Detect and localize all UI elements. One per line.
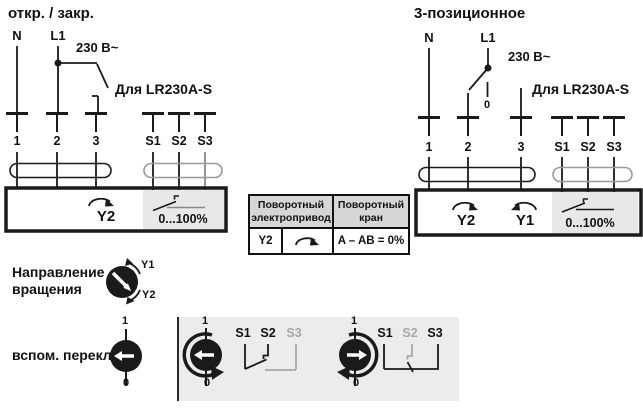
rotation-y2-label: Y2 [142, 289, 156, 301]
terminal-1: 1 [13, 134, 21, 148]
table-cell-valve-value: A – AB = 0% [337, 235, 405, 247]
terminal-s3: S3 [197, 134, 213, 148]
model-note: Для LR230A-S [532, 81, 630, 97]
voltage-label: 230 В~ [508, 49, 551, 64]
l1-label: L1 [50, 28, 66, 43]
y1-label: Y1 [515, 212, 535, 229]
panel2-s2: S2 [402, 326, 418, 340]
rotation-direction-knob-icon [106, 258, 140, 305]
panel2-s1: S1 [377, 326, 393, 340]
right-terminal-bars [418, 116, 625, 119]
panel1-s1: S1 [235, 326, 251, 340]
panel1-pos-0: 0 [203, 377, 211, 389]
terminal-s1: S1 [554, 140, 570, 154]
n-label: N [424, 30, 434, 45]
plug-oval-gray [144, 164, 222, 178]
terminal-2: 2 [464, 140, 472, 154]
range-label: 0...100% [565, 216, 615, 230]
terminal-2: 2 [53, 134, 61, 148]
cw-arrow-icon [291, 232, 325, 250]
table-header-actuator: Поворотный электропривод [250, 196, 334, 227]
n-label: N [12, 28, 22, 43]
y2-label: Y2 [456, 212, 476, 229]
plug-oval [419, 168, 535, 182]
terminal-s2: S2 [580, 140, 596, 154]
left-terminal-bars [6, 112, 216, 115]
switch-blade [469, 68, 488, 90]
right-terminal-stubs [429, 119, 614, 136]
aux-contact-symbol-s1-s3 [384, 344, 439, 372]
panel2-s3: S3 [427, 326, 443, 340]
terminal-3: 3 [92, 134, 100, 148]
junction-dot [55, 60, 62, 67]
aux-pos-1: 1 [121, 315, 129, 327]
aux-contact-symbol-s1-s2 [245, 344, 296, 370]
open-close-circuit [17, 46, 205, 211]
voltage-label: 230 В~ [76, 40, 119, 55]
panel1-s3: S3 [286, 326, 302, 340]
switch-blade [97, 64, 108, 88]
terminal-s2: S2 [171, 134, 187, 148]
terminal-3: 3 [517, 140, 525, 154]
junction-dot [485, 65, 492, 72]
model-note: Для LR230A-S [115, 81, 213, 97]
terminal-s3: S3 [606, 140, 622, 154]
l1-label: L1 [480, 30, 496, 45]
plug-oval-gray [553, 168, 632, 182]
panel1-s2: S2 [260, 326, 276, 340]
aux-pos-0: 0 [122, 377, 130, 389]
ccw-arrow-icon [511, 203, 536, 211]
left-title: откр. / закр. [8, 5, 94, 22]
range-label: 0...100% [158, 212, 208, 226]
cw-arrow-icon [89, 199, 114, 207]
left-terminal-stubs [17, 115, 205, 132]
terminal-s1: S1 [145, 134, 161, 148]
table-cell-arrow [283, 229, 334, 253]
terminal-1: 1 [425, 140, 433, 154]
table-cell-y2: Y2 [250, 229, 283, 253]
panel2-pos-0: 0 [352, 377, 360, 389]
rotation-y1-label: Y1 [141, 259, 155, 271]
rotation-direction-label: Направление вращения [12, 264, 105, 297]
y2-label: Y2 [96, 208, 116, 225]
actuator-valve-table [248, 194, 410, 255]
right-title: 3-позиционное [414, 5, 526, 22]
table-header-valve: Поворотный кран [337, 198, 405, 224]
cw-arrow-icon [453, 203, 478, 211]
zero-position-label: 0 [483, 99, 491, 111]
panel2-pos-1: 1 [350, 315, 358, 327]
aux-switch-label: вспом. перекл. [12, 347, 116, 363]
panel1-pos-1: 1 [201, 315, 209, 327]
